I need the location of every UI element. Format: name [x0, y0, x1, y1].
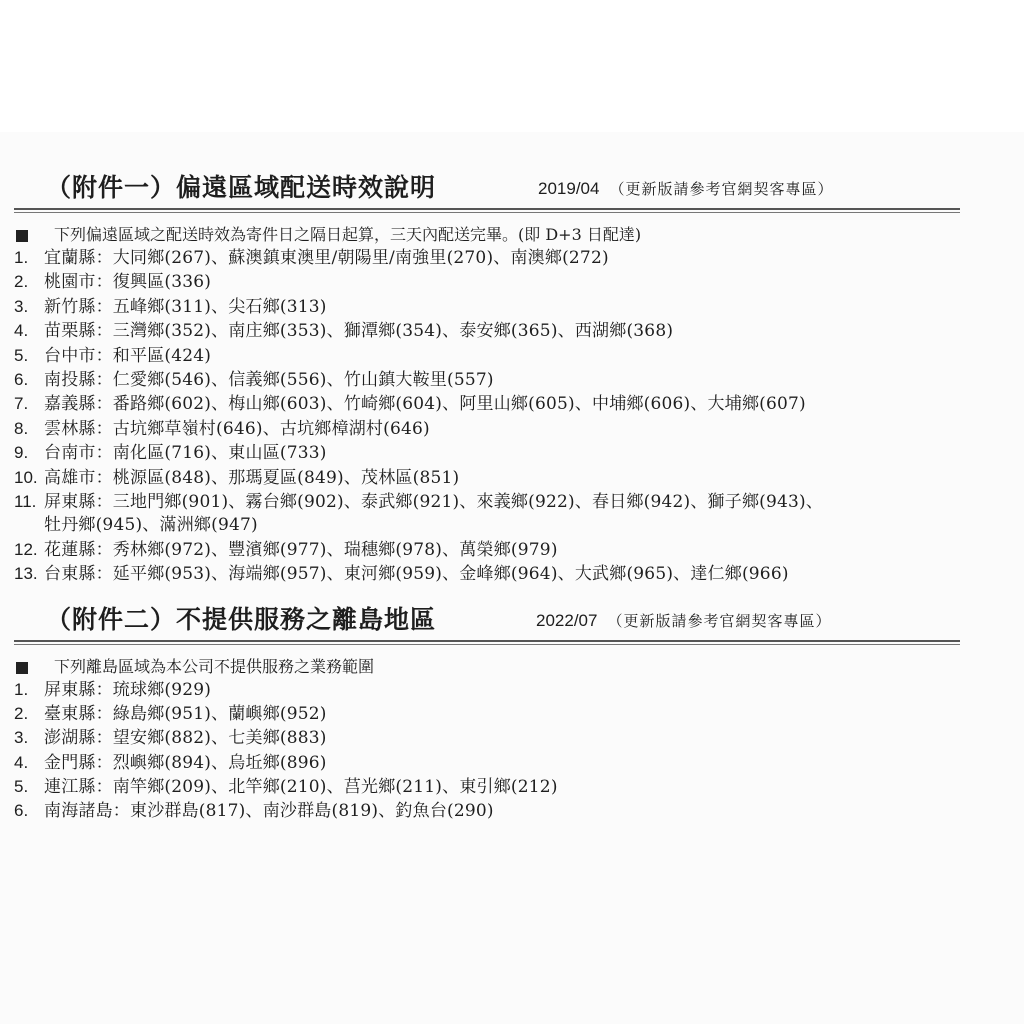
list-item: 8. 雲林縣：古坑鄉草嶺村(646)、古坑鄉樟湖村(646): [14, 418, 430, 439]
intro-line: [14, 223, 994, 246]
list-item: 3. 澎湖縣：望安鄉(882)、七美鄉(883): [14, 728, 327, 749]
list-item: 12. 花蓮縣：秀林鄉(972)、豐濱鄉(977)、瑞穗鄉(978)、萬榮鄉(979): [14, 539, 558, 560]
list-item: 5. 台中市：和平區(424): [14, 345, 212, 366]
list-item: 7. 嘉義縣：番路鄉(602)、梅山鄉(603)、竹崎鄉(604)、阿里山鄉(605)、中埔鄉(606)、大埔鄉(607): [14, 394, 806, 415]
list-item: 11. 屏東縣：三地門鄉(901)、霧台鄉(902)、泰武鄉(921)、來義鄉(922)、春日鄉(942)、獅子鄉(943)、: [14, 492, 824, 513]
list-item: 4. 金門縣：烈嶼鄉(894)、烏坵鄉(896): [14, 752, 327, 773]
list-item: 4. 苗栗縣：三灣鄉(352)、南庄鄉(353)、獅潭鄉(354)、泰安鄉(365)、西湖鄉(368): [14, 321, 674, 342]
section-date: 2022/07: [536, 611, 598, 630]
square-bullet-icon: [16, 230, 28, 242]
island-exclusion-list: [14, 678, 994, 823]
update-note: （更新版請參考官網契客專區）: [607, 612, 832, 630]
intro-text: 下列離島區域為本公司不提供服務之業務範圍: [54, 657, 375, 676]
section-note: [538, 178, 833, 199]
square-bullet-icon: [16, 662, 28, 674]
divider: [14, 208, 960, 213]
intro-line: [14, 655, 994, 678]
list-item: 3. 新竹縣：五峰鄉(311)、尖石鄉(313): [14, 296, 327, 317]
list-item: 6. 南投縣：仁愛鄉(546)、信義鄉(556)、竹山鎮大鞍里(557): [14, 370, 494, 391]
section-title: （附件一）偏遠區域配送時效說明: [46, 173, 437, 202]
document-page: [0, 132, 1024, 1024]
section-note: [536, 610, 831, 631]
remote-area-list: [14, 246, 994, 587]
list-item: 13. 台東縣：延平鄉(953)、海端鄉(957)、東河鄉(959)、金峰鄉(964)、大武鄉(965)、達仁鄉(966): [14, 564, 789, 585]
list-item: 1. 宜蘭縣：大同鄉(267)、蘇澳鎮東澳里/朝陽里/南強里(270)、南澳鄉(272): [14, 248, 609, 268]
attachment-2-section: [14, 600, 994, 823]
section-title: （附件二）不提供服務之離島地區: [46, 605, 437, 634]
divider: [14, 640, 960, 645]
list-item: 2. 臺東縣：綠島鄉(951)、蘭嶼鄉(952): [14, 704, 327, 725]
section-header: [14, 600, 994, 640]
list-item: 5. 連江縣：南竿鄉(209)、北竿鄉(210)、莒光鄉(211)、東引鄉(212): [14, 776, 558, 797]
update-note: （更新版請參考官網契客專區）: [609, 180, 834, 198]
section-header: [14, 168, 994, 208]
section-date: 2019/04: [538, 179, 600, 198]
attachment-1-section: [14, 168, 994, 587]
list-item-continued: 牡丹鄉(945)、滿洲鄉(947): [44, 515, 258, 536]
list-item: 1. 屏東縣：琉球鄉(929): [14, 680, 212, 700]
list-item: 10. 高雄市：桃源區(848)、那瑪夏區(849)、茂林區(851): [14, 467, 460, 488]
intro-text: 下列偏遠區域之配送時效為寄件日之隔日起算，三天內配送完畢。(即 D+3 日配達): [54, 225, 642, 244]
list-item: 6. 南海諸島：東沙群島(817)、南沙群島(819)、釣魚台(290): [14, 801, 494, 822]
list-item: 9. 台南市：南化區(716)、東山區(733): [14, 443, 327, 464]
list-item: 2. 桃園市：復興區(336): [14, 272, 212, 293]
